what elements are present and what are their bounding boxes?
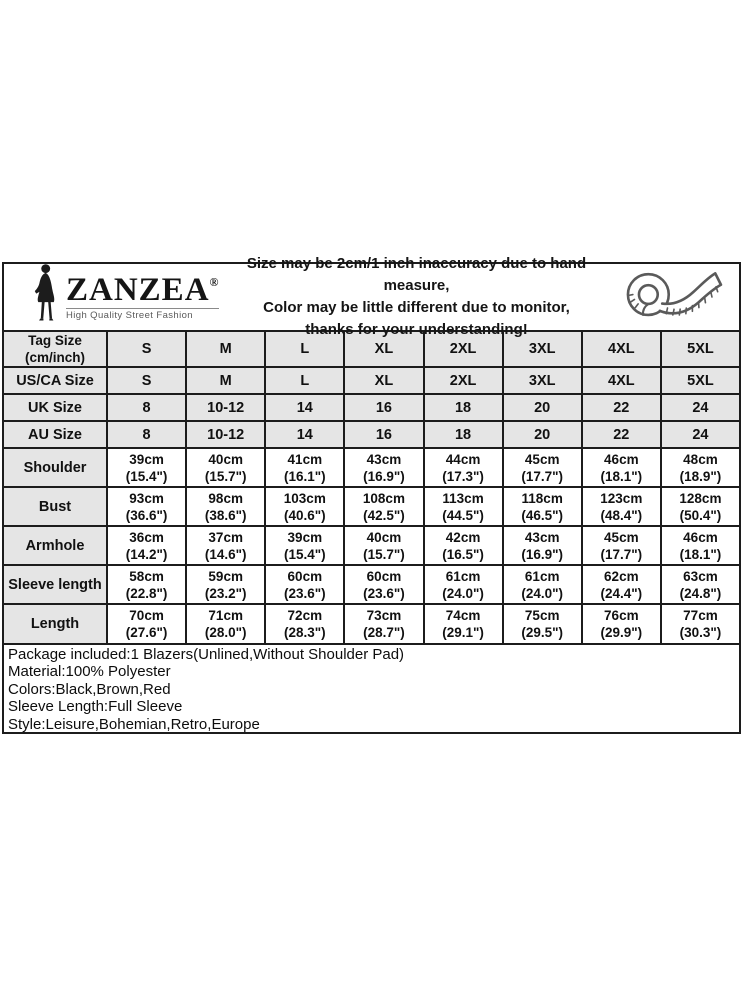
measure-notice (220, 253, 613, 341)
notice-line-2: Color may be little different due to monitor, (263, 299, 570, 316)
size-cell: 60cm (23.6") (265, 565, 344, 604)
size-cell: 63cm (24.8") (661, 565, 740, 604)
size-table-body (3, 331, 740, 644)
table-row (3, 526, 740, 565)
size-cell: 77cm (30.3") (661, 604, 740, 644)
size-cell: 58cm (22.8") (107, 565, 186, 604)
row-label-cell: US/CA Size (3, 367, 107, 394)
size-cell: 118cm (46.5") (503, 487, 582, 526)
row-label-cell: Bust (3, 487, 107, 526)
size-cell: 24 (661, 394, 740, 421)
detail-line: Material:100% Polyester (8, 663, 171, 681)
size-cell: 14 (265, 394, 344, 421)
product-details (2, 643, 741, 734)
size-cell: XL (344, 331, 423, 367)
size-cell: 20 (503, 421, 582, 448)
size-cell: 39cm (15.4") (107, 448, 186, 487)
row-label-cell: Armhole (3, 526, 107, 565)
row-label-cell: Length (3, 604, 107, 644)
size-cell: 18 (424, 421, 503, 448)
size-cell: 75cm (29.5") (503, 604, 582, 644)
size-cell: 5XL (661, 331, 740, 367)
row-label-cell: AU Size (3, 421, 107, 448)
size-cell: 5XL (661, 367, 740, 394)
table-row (3, 421, 740, 448)
size-cell: 22 (582, 394, 661, 421)
size-cell: 4XL (582, 367, 661, 394)
size-cell: S (107, 367, 186, 394)
size-cell: 8 (107, 421, 186, 448)
size-cell: 128cm (50.4") (661, 487, 740, 526)
size-cell: 44cm (17.3") (424, 448, 503, 487)
size-cell: 20 (503, 394, 582, 421)
size-cell: 40cm (15.7") (186, 448, 265, 487)
size-cell: 24 (661, 421, 740, 448)
size-cell: 16 (344, 421, 423, 448)
row-label-cell: Shoulder (3, 448, 107, 487)
row-label-cell: Sleeve length (3, 565, 107, 604)
size-cell: 46cm (18.1") (661, 526, 740, 565)
detail-line: Sleeve Length:Full Sleeve (8, 698, 183, 716)
size-cell: L (265, 367, 344, 394)
size-cell: 70cm (27.6") (107, 604, 186, 644)
size-cell: 123cm (48.4") (582, 487, 661, 526)
size-cell: 48cm (18.9") (661, 448, 740, 487)
size-cell: 3XL (503, 367, 582, 394)
size-cell: 2XL (424, 331, 503, 367)
size-cell: XL (344, 367, 423, 394)
registered-mark: ® (209, 274, 219, 289)
size-cell: 71cm (28.0") (186, 604, 265, 644)
size-cell: 3XL (503, 331, 582, 367)
size-cell: 45cm (17.7") (582, 526, 661, 565)
size-cell: 42cm (16.5") (424, 526, 503, 565)
table-row (3, 394, 740, 421)
size-cell: 2XL (424, 367, 503, 394)
table-row (3, 367, 740, 394)
size-cell: 103cm (40.6") (265, 487, 344, 526)
chart-header (2, 255, 741, 338)
size-cell: 93cm (36.6") (107, 487, 186, 526)
size-cell: 46cm (18.1") (582, 448, 661, 487)
size-cell: 10-12 (186, 394, 265, 421)
size-cell: 43cm (16.9") (503, 526, 582, 565)
size-cell: 4XL (582, 331, 661, 367)
size-cell: 14 (265, 421, 344, 448)
woman-silhouette-icon (26, 263, 64, 330)
size-cell: 72cm (28.3") (265, 604, 344, 644)
size-chart-sheet (2, 255, 741, 734)
size-cell: 108cm (42.5") (344, 487, 423, 526)
table-row (3, 604, 740, 644)
size-cell: 61cm (24.0") (503, 565, 582, 604)
size-cell: 76cm (29.9") (582, 604, 661, 644)
size-cell: 37cm (14.6") (186, 526, 265, 565)
size-cell: 22 (582, 421, 661, 448)
size-cell: L (265, 331, 344, 367)
size-cell: 62cm (24.4") (582, 565, 661, 604)
size-cell: 16 (344, 394, 423, 421)
size-cell: 10-12 (186, 421, 265, 448)
detail-line: Package included:1 Blazers(Unlined,Without Shoulder Pad) (8, 646, 405, 663)
size-cell: 74cm (29.1") (424, 604, 503, 644)
brand-logo (12, 265, 220, 330)
size-cell: 43cm (16.9") (344, 448, 423, 487)
size-cell: 60cm (23.6") (344, 565, 423, 604)
size-table (2, 330, 741, 645)
row-label-cell: UK Size (3, 394, 107, 421)
row-label-cell: Tag Size (cm/inch) (3, 331, 107, 367)
table-row (3, 448, 740, 487)
size-cell: 41cm (16.1") (265, 448, 344, 487)
notice-line-3: thanks for your understanding! (305, 321, 528, 338)
detail-line: Colors:Black,Brown,Red (8, 680, 171, 698)
size-cell: S (107, 331, 186, 367)
brand-text-block (66, 271, 219, 321)
size-cell: 61cm (24.0") (424, 565, 503, 604)
size-cell: M (186, 331, 265, 367)
table-row (3, 565, 740, 604)
size-cell: 98cm (38.6") (186, 487, 265, 526)
table-row (3, 487, 740, 526)
notice-line-1: Size may be 2cm/1 inch inaccuracy due to hand measure, (246, 255, 587, 294)
size-cell: 45cm (17.7") (503, 448, 582, 487)
size-cell: 40cm (15.7") (344, 526, 423, 565)
detail-line: Style:Leisure,Bohemian,Retro,Europe (8, 715, 260, 733)
size-cell: 36cm (14.2") (107, 526, 186, 565)
size-cell: 73cm (28.7") (344, 604, 423, 644)
size-cell: 113cm (44.5") (424, 487, 503, 526)
measuring-tape-icon (613, 266, 731, 328)
size-cell: 18 (424, 394, 503, 421)
size-cell: 39cm (15.4") (265, 526, 344, 565)
brand-tagline: High Quality Street Fashion (66, 308, 219, 321)
brand-name: ZANZEA® (66, 271, 219, 308)
size-cell: M (186, 367, 265, 394)
size-cell: 59cm (23.2") (186, 565, 265, 604)
size-cell: 8 (107, 394, 186, 421)
